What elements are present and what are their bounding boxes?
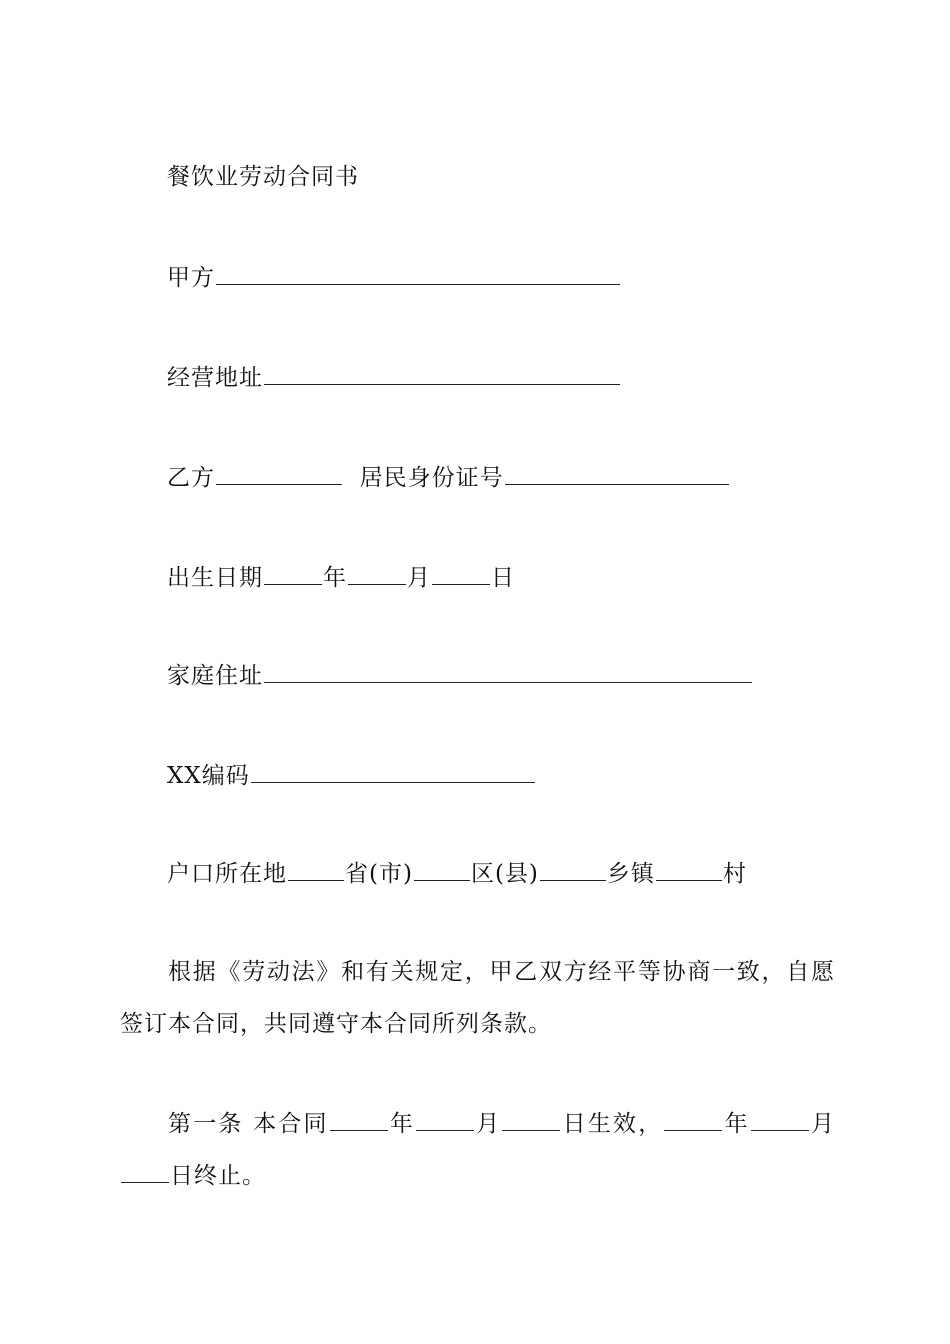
article-1-effective: 日生效， bbox=[561, 1111, 664, 1137]
township-blank[interactable] bbox=[540, 858, 606, 881]
end-year-label: 年 bbox=[723, 1111, 750, 1137]
month-label: 月 bbox=[407, 565, 431, 591]
birth-year-blank[interactable] bbox=[264, 562, 322, 585]
start-year-blank[interactable] bbox=[330, 1108, 388, 1131]
hukou-label: 户口所在地 bbox=[167, 861, 287, 887]
party-a-row bbox=[167, 262, 621, 293]
id-number-blank[interactable] bbox=[505, 462, 729, 485]
article-1-end: 日终止。 bbox=[170, 1163, 266, 1189]
business-address-row bbox=[167, 362, 621, 393]
end-year-blank[interactable] bbox=[664, 1108, 722, 1131]
district-label: 区(县) bbox=[470, 861, 539, 887]
village-label: 村 bbox=[722, 861, 747, 887]
document-title: 餐饮业劳动合同书 bbox=[167, 164, 359, 190]
business-address-blank[interactable] bbox=[264, 362, 620, 385]
end-day-blank[interactable] bbox=[121, 1160, 169, 1183]
start-month-blank[interactable] bbox=[416, 1108, 474, 1131]
preamble-paragraph: 根据《劳动法》和有关规定，甲乙双方经平等协商一致，自愿签订本合同，共同遵守本合同所列条款。 bbox=[120, 959, 835, 1037]
start-year-label: 年 bbox=[388, 1111, 416, 1137]
birth-date-label: 出生日期 bbox=[167, 565, 263, 591]
day-label: 日 bbox=[491, 565, 515, 591]
start-month-label: 月 bbox=[475, 1111, 502, 1137]
home-address-row bbox=[167, 660, 753, 691]
year-label: 年 bbox=[323, 565, 347, 591]
party-b-label: 乙方 bbox=[167, 465, 215, 491]
village-blank[interactable] bbox=[656, 858, 722, 881]
township-label: 乡镇 bbox=[606, 861, 655, 887]
province-blank[interactable] bbox=[288, 858, 344, 881]
article-1-prefix: 第一条 本合同 bbox=[168, 1111, 329, 1137]
birth-date-row bbox=[167, 562, 515, 593]
end-month-label: 月 bbox=[809, 1111, 836, 1137]
home-address-blank[interactable] bbox=[264, 660, 752, 683]
party-b-row bbox=[167, 462, 730, 493]
postal-code-row bbox=[167, 760, 536, 791]
postal-code-label: XX编码 bbox=[167, 763, 250, 789]
party-a-blank[interactable] bbox=[216, 262, 620, 285]
party-b-blank[interactable] bbox=[216, 462, 342, 485]
id-number-label: 居民身份证号 bbox=[359, 465, 504, 491]
birth-month-blank[interactable] bbox=[348, 562, 406, 585]
birth-day-blank[interactable] bbox=[432, 562, 490, 585]
province-label: 省(市) bbox=[345, 861, 413, 887]
business-address-label: 经营地址 bbox=[167, 365, 263, 391]
postal-code-blank[interactable] bbox=[251, 760, 535, 783]
party-a-label: 甲方 bbox=[167, 265, 215, 291]
home-address-label: 家庭住址 bbox=[167, 663, 263, 689]
hukou-row bbox=[167, 858, 747, 889]
district-blank[interactable] bbox=[414, 858, 470, 881]
start-day-blank[interactable] bbox=[502, 1108, 560, 1131]
article-1-paragraph bbox=[120, 1098, 835, 1202]
end-month-blank[interactable] bbox=[751, 1108, 809, 1131]
